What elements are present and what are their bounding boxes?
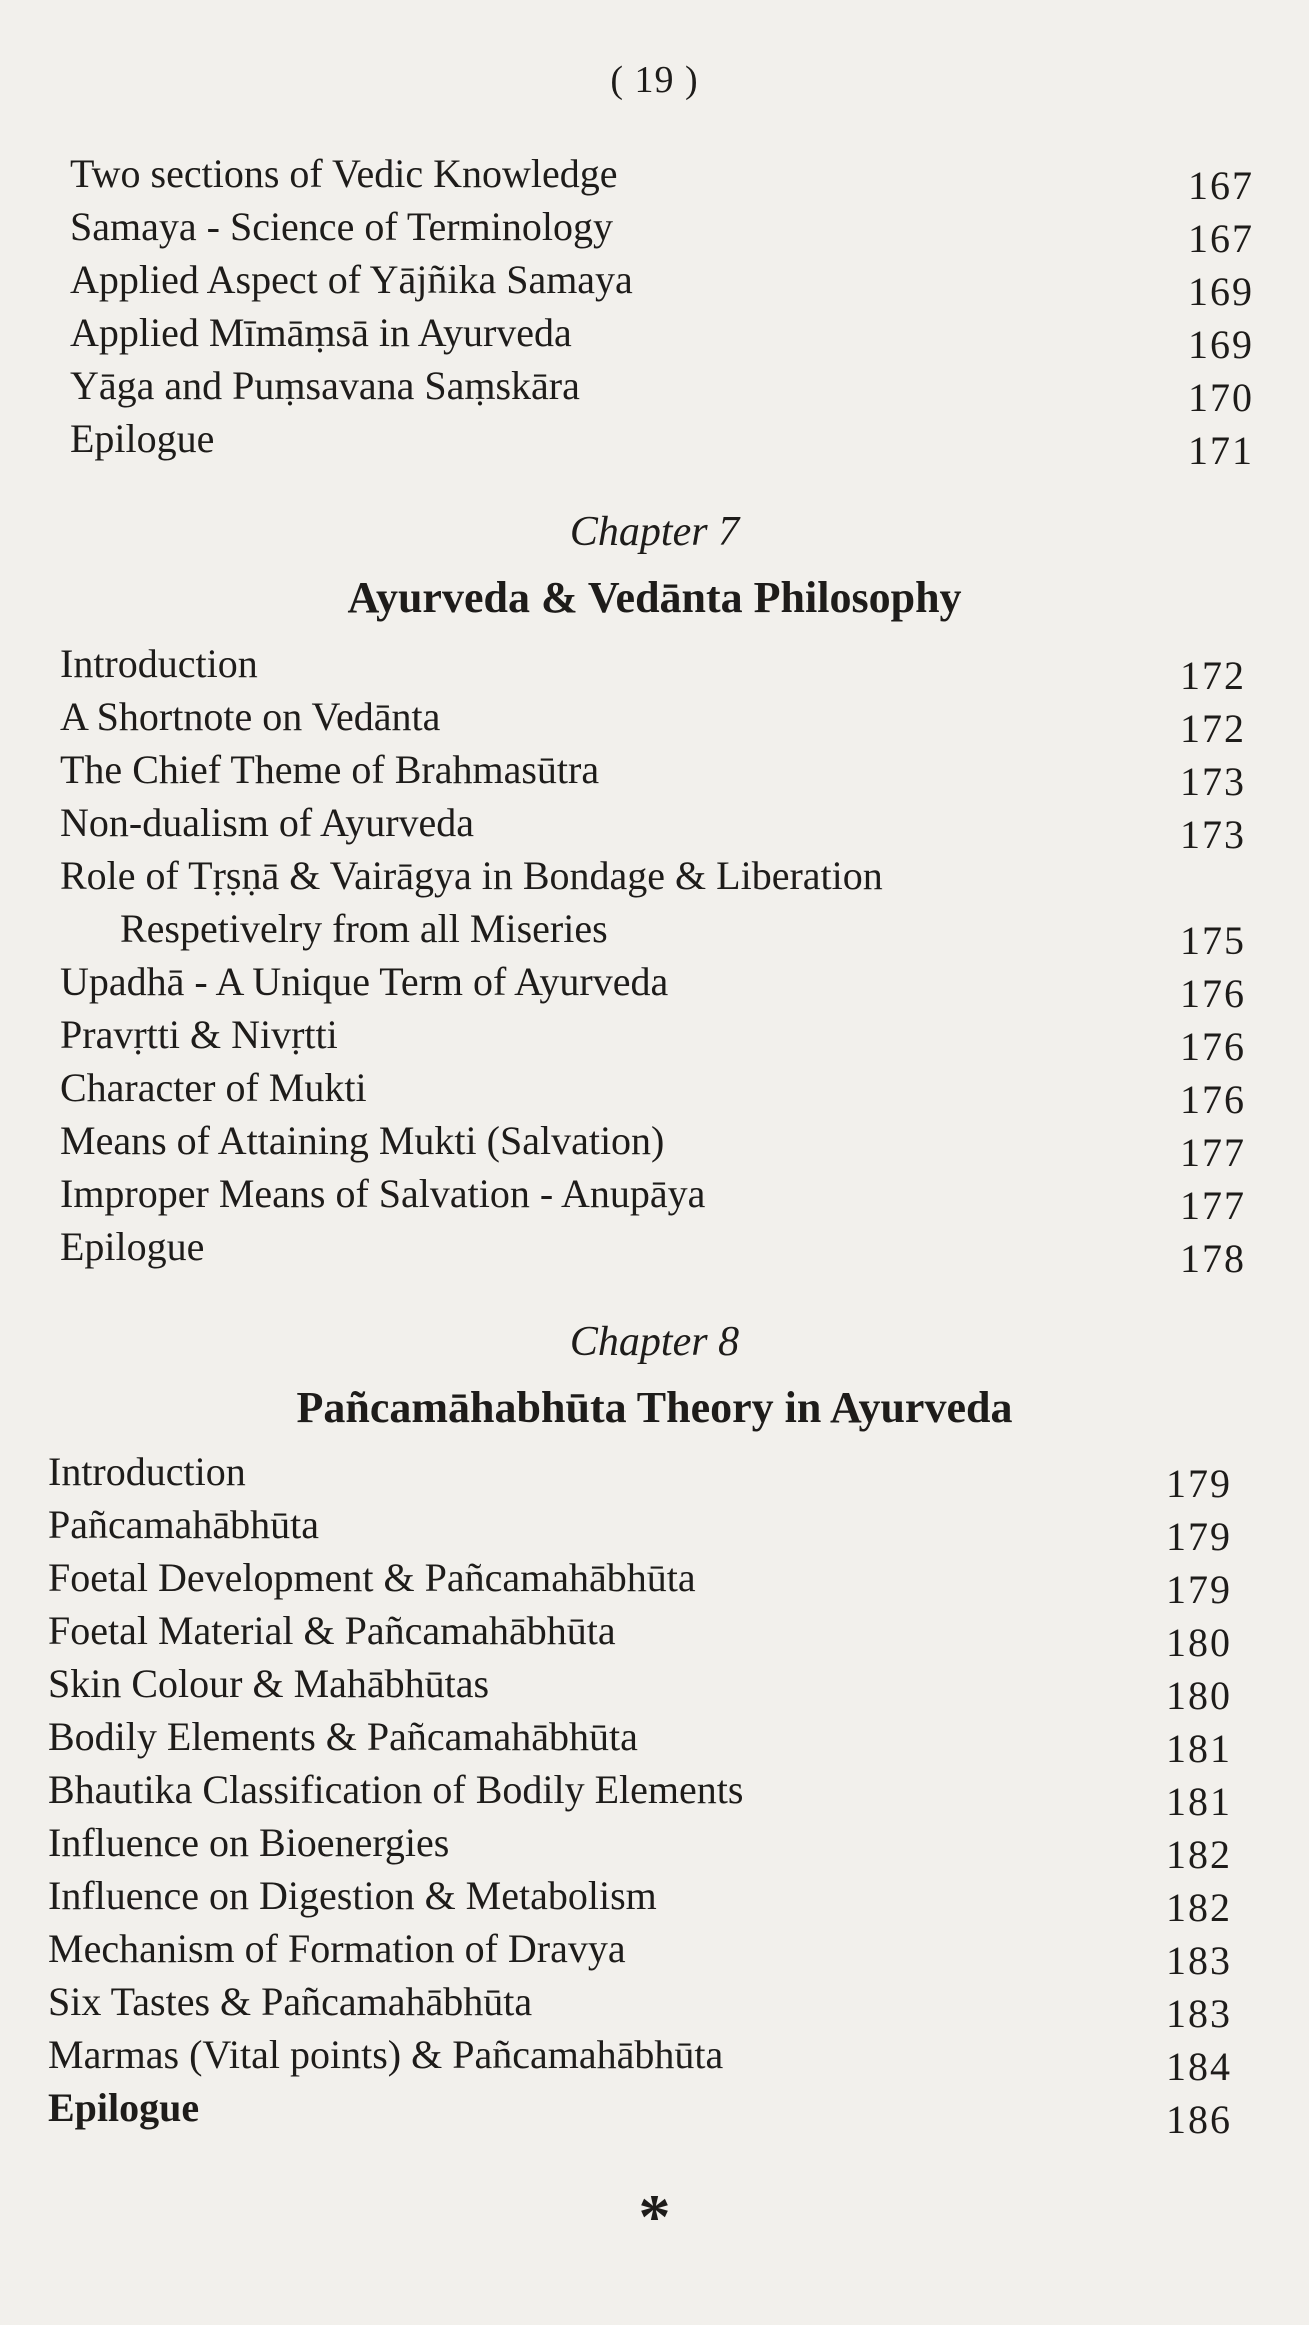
chapter-title: Pañcamāhabhūta Theory in Ayurveda — [296, 1383, 1013, 1432]
toc-entry-title: Means of Attaining Mukti (Salvation) — [60, 1118, 665, 1163]
toc-entry — [0, 150, 1309, 208]
toc-entry — [0, 1170, 1309, 1228]
toc-entry-title: Applied Aspect of Yājñika Samaya — [70, 257, 633, 302]
toc-entry — [0, 1011, 1309, 1069]
toc-entry-title: Foetal Material & Pañcamahābhūta — [48, 1608, 616, 1653]
toc-entry-page: 173 — [1180, 759, 1246, 804]
toc-entry — [0, 905, 1309, 963]
toc-entry-title: Character of Mukti — [60, 1065, 367, 1110]
toc-entry-page: 182 — [1166, 1885, 1232, 1930]
toc-entry — [0, 1501, 1309, 1559]
toc-entry-page: 183 — [1166, 1938, 1232, 1983]
toc-entry — [0, 1223, 1309, 1281]
toc-entry-title: Influence on Bioenergies — [48, 1820, 450, 1865]
toc-entry-title: Marmas (Vital points) & Pañcamahābhūta — [48, 2032, 724, 2077]
toc-entry-title: Introduction — [60, 641, 258, 686]
toc-entry — [0, 2031, 1309, 2089]
toc-entry — [0, 852, 1309, 905]
toc-entry-page: 176 — [1180, 1077, 1246, 1122]
toc-entry — [0, 693, 1309, 751]
toc-entry-page: 173 — [1180, 812, 1246, 857]
toc-entry-page: 183 — [1166, 1991, 1232, 2036]
toc-entry — [0, 1117, 1309, 1175]
toc-entry — [0, 1713, 1309, 1771]
toc-entry — [0, 1766, 1309, 1824]
toc-entry — [0, 799, 1309, 857]
toc-entry — [0, 1064, 1309, 1122]
toc-entry-page: 184 — [1166, 2044, 1232, 2089]
toc-entry-page: 180 — [1166, 1620, 1232, 1665]
toc-entry — [0, 1872, 1309, 1930]
toc-entry-title: Non-dualism of Ayurveda — [60, 800, 475, 845]
toc-entry-page: 177 — [1180, 1183, 1246, 1228]
chapter-label: Chapter 7 — [569, 509, 740, 555]
toc-entry-page: 167 — [1188, 216, 1254, 261]
toc-entry — [0, 1554, 1309, 1612]
toc-entry-title: Pañcamahābhūta — [48, 1502, 319, 1547]
toc-entry-title: Skin Colour & Mahābhūtas — [48, 1661, 490, 1706]
toc-entry-page: 171 — [1188, 428, 1254, 473]
toc-entry-page: 167 — [1188, 163, 1254, 208]
toc-section-chapter-8 — [0, 1448, 1309, 2142]
toc-entry-page: 178 — [1180, 1236, 1246, 1281]
toc-section-chapter-7 — [0, 640, 1309, 1281]
toc-entry-page: 175 — [1180, 918, 1246, 963]
toc-entry — [0, 309, 1309, 367]
toc-entry-title: Improper Means of Salvation - Anupāya — [60, 1171, 706, 1216]
toc-entry-page: 177 — [1180, 1130, 1246, 1175]
toc-entry-title: Role of Tṛṣṇā & Vairāgya in Bondage & Liberation — [60, 853, 883, 898]
toc-entry — [0, 1660, 1309, 1718]
toc-entry-title: Two sections of Vedic Knowledge — [70, 151, 618, 196]
toc-section-continued — [0, 150, 1309, 473]
toc-entry-page: 179 — [1166, 1461, 1232, 1506]
toc-entry-page: 176 — [1180, 971, 1246, 1016]
toc-entry-page: 180 — [1166, 1673, 1232, 1718]
toc-entry-title: Respetivelry from all Miseries — [120, 906, 608, 951]
toc-entry-page: 182 — [1166, 1832, 1232, 1877]
toc-entry — [0, 1978, 1309, 2036]
toc-entry-page: 169 — [1188, 269, 1254, 314]
toc-entry-title: Bhautika Classification of Bodily Elements — [48, 1767, 744, 1812]
toc-entry-title: Samaya - Science of Terminology — [70, 204, 613, 249]
end-mark: * — [638, 2181, 671, 2252]
toc-entry-title: Yāga and Puṃsavana Saṃskāra — [70, 363, 580, 408]
toc-entry-title: Pravṛtti & Nivṛtti — [60, 1012, 338, 1057]
toc-entry-title: Introduction — [48, 1449, 246, 1494]
toc-entry — [0, 1925, 1309, 1983]
toc-entry-title: Epilogue — [60, 1224, 205, 1269]
toc-entry — [0, 415, 1309, 473]
toc-entry-page: 186 — [1166, 2097, 1232, 2142]
page-number: ( 19 ) — [610, 59, 699, 101]
toc-entry-page: 181 — [1166, 1779, 1232, 1824]
toc-entry-page: 179 — [1166, 1567, 1232, 1612]
toc-entry-title: A Shortnote on Vedānta — [60, 694, 441, 739]
toc-entry-title: Epilogue — [70, 416, 215, 461]
toc-entry-title: Six Tastes & Pañcamahābhūta — [48, 1979, 533, 2024]
toc-entry-page: 170 — [1188, 375, 1254, 420]
toc-entry — [0, 746, 1309, 804]
toc-entry-title: The Chief Theme of Brahmasūtra — [60, 747, 600, 792]
toc-entry-title: Applied Mīmāṃsā in Ayurveda — [70, 310, 572, 355]
toc-entry — [0, 256, 1309, 314]
toc-entry-page: 172 — [1180, 653, 1246, 698]
toc-entry — [0, 2084, 1309, 2142]
toc-entry-title: Upadhā - A Unique Term of Ayurveda — [60, 959, 669, 1004]
toc-entry — [0, 1448, 1309, 1506]
toc-entry-title: Epilogue — [48, 2085, 200, 2130]
toc-entry-title: Influence on Digestion & Metabolism — [48, 1873, 657, 1918]
toc-entry-page: 169 — [1188, 322, 1254, 367]
toc-entry — [0, 362, 1309, 420]
toc-entry — [0, 640, 1309, 698]
toc-entry — [0, 1819, 1309, 1877]
toc-entry-page: 176 — [1180, 1024, 1246, 1069]
toc-entry-page: 172 — [1180, 706, 1246, 751]
toc-entry — [0, 203, 1309, 261]
chapter-label: Chapter 8 — [569, 1319, 740, 1365]
toc-entry-page: 181 — [1166, 1726, 1232, 1771]
toc-entry-title: Bodily Elements & Pañcamahābhūta — [48, 1714, 638, 1759]
toc-entry-title: Foetal Development & Pañcamahābhūta — [48, 1555, 696, 1600]
chapter-title: Ayurveda & Vedānta Philosophy — [347, 573, 962, 622]
toc-entry — [0, 1607, 1309, 1665]
toc-entry-title: Mechanism of Formation of Dravya — [48, 1926, 626, 1971]
toc-entry-page: 179 — [1166, 1514, 1232, 1559]
toc-entry — [0, 958, 1309, 1016]
